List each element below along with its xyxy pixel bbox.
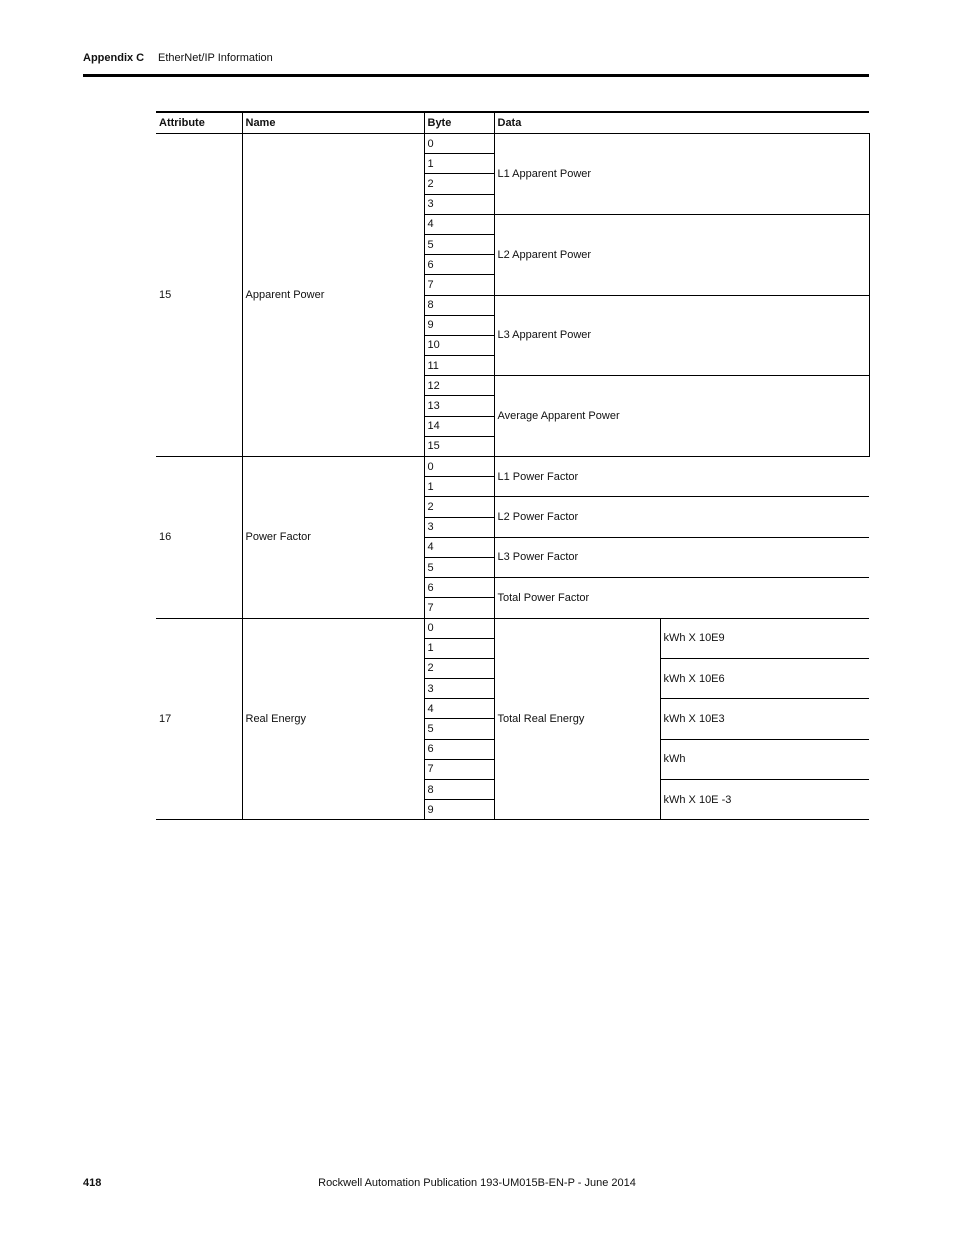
subdata-cell: kWh X 10E3 xyxy=(660,699,869,739)
col-header-name: Name xyxy=(242,112,424,134)
byte-cell: 8 xyxy=(424,295,494,315)
byte-cell: 8 xyxy=(424,780,494,800)
data-cell: L1 Power Factor xyxy=(494,457,869,497)
col-header-byte: Byte xyxy=(424,112,494,134)
table-row xyxy=(156,618,869,638)
byte-cell: 0 xyxy=(424,134,494,154)
publication-footer xyxy=(0,1177,954,1189)
byte-cell: 7 xyxy=(424,759,494,779)
col-header-data: Data xyxy=(494,112,869,134)
byte-cell: 7 xyxy=(424,275,494,295)
page-header xyxy=(83,52,273,64)
attribute-cell: 15 xyxy=(156,134,242,457)
chapter-title: EtherNet/IP Information xyxy=(158,52,273,64)
appendix-label: Appendix C xyxy=(83,52,145,64)
data-cell: Average Apparent Power xyxy=(494,376,869,457)
table-row xyxy=(156,134,869,154)
byte-cell: 2 xyxy=(424,658,494,678)
table-row xyxy=(156,457,869,477)
byte-cell: 9 xyxy=(424,315,494,335)
byte-cell: 7 xyxy=(424,598,494,618)
table-header-row xyxy=(156,112,869,134)
name-cell: Apparent Power xyxy=(242,134,424,457)
attribute-cell: 16 xyxy=(156,457,242,619)
byte-cell: 5 xyxy=(424,557,494,577)
byte-cell: 14 xyxy=(424,416,494,436)
byte-cell: 1 xyxy=(424,154,494,174)
byte-cell: 4 xyxy=(424,214,494,234)
byte-cell: 11 xyxy=(424,356,494,376)
name-cell: Power Factor xyxy=(242,457,424,619)
byte-cell: 15 xyxy=(424,436,494,456)
byte-cell: 12 xyxy=(424,376,494,396)
byte-cell: 9 xyxy=(424,800,494,820)
subdata-cell: kWh xyxy=(660,739,869,779)
byte-cell: 4 xyxy=(424,537,494,557)
byte-cell: 10 xyxy=(424,335,494,355)
data-cell: L2 Apparent Power xyxy=(494,214,869,295)
page-number: 418 xyxy=(83,1177,102,1189)
byte-cell: 6 xyxy=(424,739,494,759)
byte-cell: 0 xyxy=(424,618,494,638)
byte-cell: 3 xyxy=(424,679,494,699)
subdata-cell: kWh X 10E9 xyxy=(660,618,869,658)
data-cell: L3 Apparent Power xyxy=(494,295,869,376)
header-rule xyxy=(83,74,869,77)
byte-cell: 1 xyxy=(424,477,494,497)
data-cell: L1 Apparent Power xyxy=(494,134,869,215)
byte-cell: 4 xyxy=(424,699,494,719)
byte-cell: 6 xyxy=(424,578,494,598)
attribute-cell: 17 xyxy=(156,618,242,820)
byte-cell: 13 xyxy=(424,396,494,416)
byte-cell: 2 xyxy=(424,497,494,517)
byte-cell: 0 xyxy=(424,457,494,477)
publication-text: Rockwell Automation Publication 193-UM015B-EN-P - June 2014 xyxy=(318,1177,636,1189)
data-cell: L2 Power Factor xyxy=(494,497,869,537)
byte-cell: 2 xyxy=(424,174,494,194)
byte-cell: 3 xyxy=(424,517,494,537)
byte-cell: 6 xyxy=(424,255,494,275)
subdata-cell: kWh X 10E -3 xyxy=(660,780,869,820)
byte-cell: 5 xyxy=(424,234,494,254)
data-cell: Total Power Factor xyxy=(494,578,869,618)
name-cell: Real Energy xyxy=(242,618,424,820)
byte-cell: 1 xyxy=(424,638,494,658)
byte-cell: 5 xyxy=(424,719,494,739)
byte-cell: 3 xyxy=(424,194,494,214)
data-cell: L3 Power Factor xyxy=(494,537,869,577)
attribute-table xyxy=(156,111,870,820)
col-header-attribute: Attribute xyxy=(156,112,242,134)
data-cell: Total Real Energy xyxy=(494,618,660,820)
subdata-cell: kWh X 10E6 xyxy=(660,658,869,698)
